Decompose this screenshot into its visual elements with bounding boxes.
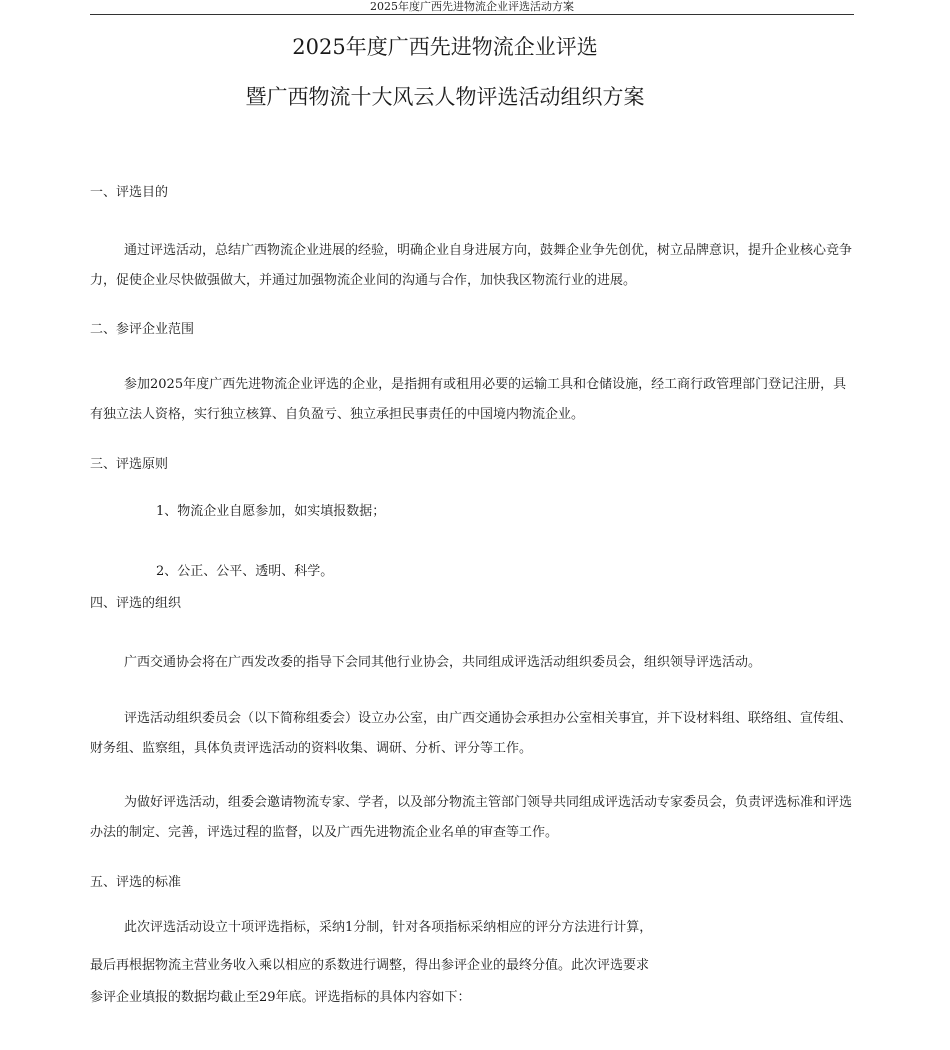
- principle-item-2: 2、公正、公平、透明、科学。: [156, 564, 334, 579]
- paragraph-organization-1: 广西交通协会将在广西发改委的指导下会同其他行业协会，共同组成评选活动组织委员会，组织领导评选活动。: [124, 655, 762, 670]
- section-heading-organization: 四、评选的组织: [90, 596, 182, 611]
- criteria-line-1: 此次评选活动设立十项评选指标，采纳1分制，针对各项指标采纳相应的评分方法进行计算，: [124, 920, 653, 935]
- document-title-line1: 2025年度广西先进物流企业评选: [292, 35, 598, 59]
- section-heading-principles: 三、评选原则: [90, 457, 169, 472]
- document-title-line2: 暨广西物流十大风云人物评选活动组织方案: [245, 85, 645, 109]
- paragraph-organization-3: 为做好评选活动，组委会邀请物流专家、学者，以及部分物流主管部门领导共同组成评选活动专家委员会，负责评选标准和评选办法的制定、完善，评选过程的监督，以及广西先进物流企业名单的审查等工作。: [90, 795, 853, 840]
- section-heading-criteria: 五、评选的标准: [90, 875, 182, 890]
- paragraph-organization-2: 评选活动组织委员会（以下简称组委会）设立办公室，由广西交通协会承担办公室相关事宜，并下设材料组、联络组、宣传组、财务组、监察组，具体负责评选活动的资料收集、调研、分析、评分等工作。: [90, 711, 853, 756]
- section-heading-purpose: 一、评选目的: [90, 185, 169, 200]
- principle-item-1: 1、物流企业自愿参加，如实填报数据；: [156, 504, 386, 519]
- criteria-line-2: 最后再根据物流主营业务收入乘以相应的系数进行调整，得出参评企业的最终分值。此次评选要求: [90, 958, 650, 973]
- running-header: 2025年度广西先进物流企业评选活动方案: [90, 0, 854, 15]
- criteria-line-3: 参评企业填报的数据均截止至29年底。评选指标的具体内容如下：: [90, 990, 471, 1005]
- paragraph-scope: 参加2025年度广西先进物流企业评选的企业，是指拥有或租用必要的运输工具和仓储设施，经工商行政管理部门登记注册，具有独立法人资格，实行独立核算、自负盈亏、独立承担民事责任的中国境内物流企业。: [90, 377, 847, 422]
- paragraph-purpose: 通过评选活动，总结广西物流企业进展的经验，明确企业自身进展方向，鼓舞企业争先创优，树立品牌意识，提升企业核心竞争力，促使企业尽快做强做大，并通过加强物流企业间的沟通与合作，加快我区物流行业的进展。: [90, 243, 853, 288]
- section-heading-scope: 二、参评企业范围: [90, 322, 195, 337]
